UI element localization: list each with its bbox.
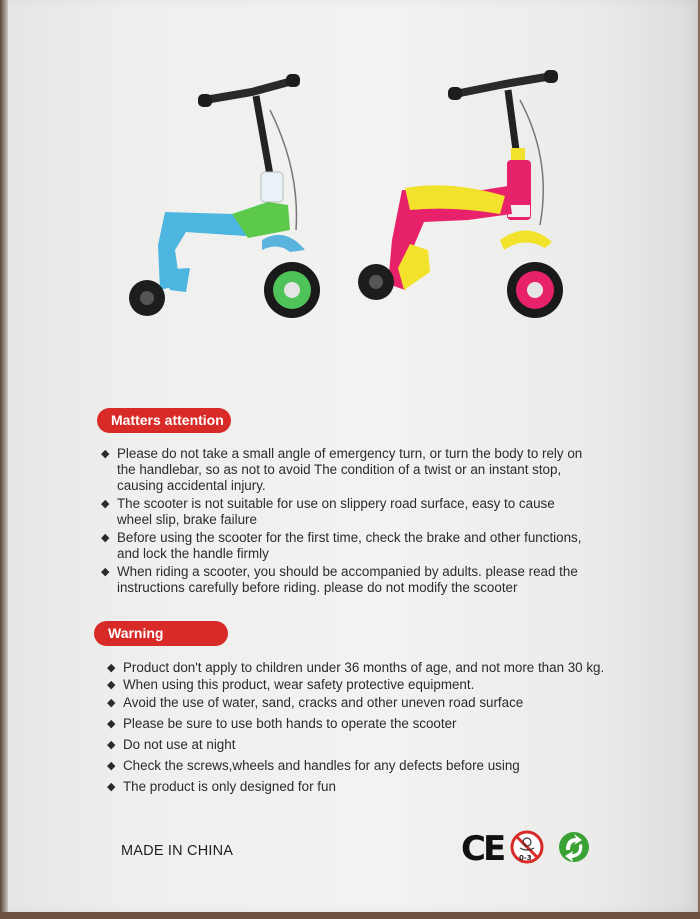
age-warning-icon (512, 832, 542, 862)
scooter-pink-yellow-image (358, 70, 563, 318)
list-item-text: Check the screws,wheels and handles for any defects before using (123, 758, 520, 773)
list-item-text: When using this product, wear safety protective equipment. (123, 677, 475, 692)
matters-attention-list (101, 446, 591, 596)
bullet-icon: ◆ (107, 781, 116, 793)
bullet-icon: ◆ (107, 662, 116, 674)
list-item-text: The scooter is not suitable for use on slippery road surface, easy to cause wheel slip, brake failure (117, 496, 555, 527)
made-in-china-text: MADE IN CHINA (121, 843, 234, 859)
list-item (107, 737, 617, 753)
bullet-icon: ◆ (107, 718, 116, 730)
bullet-icon: ◆ (107, 760, 116, 772)
bullet-icon: ◆ (107, 679, 116, 691)
list-item (107, 779, 617, 795)
list-item-text: Please be sure to use both hands to operate the scooter (123, 716, 457, 731)
ce-mark: CE (461, 829, 504, 869)
bullet-icon: ◆ (101, 448, 110, 460)
list-item-text: Please do not take a small angle of emergency turn, or turn the body to rely on the handlebar, so as not to avoid The condition of a twist or an instant stop, causing accidental injury. (117, 446, 583, 493)
list-item (107, 660, 617, 676)
bullet-icon: ◆ (107, 697, 116, 709)
list-item-text: Do not use at night (123, 737, 236, 752)
recycle-icon (559, 832, 589, 862)
age-warning-label: 0-3 (519, 854, 532, 862)
list-item-text: Before using the scooter for the first time, check the brake and other functions, and lock the handle firmly (117, 530, 582, 561)
list-item (101, 496, 591, 528)
list-item (101, 530, 591, 562)
list-item (107, 716, 617, 732)
list-item (107, 758, 617, 774)
list-item-text: When riding a scooter, you should be accompanied by adults. please read the instructions carefully before riding. please do not modify the scooter (117, 564, 578, 595)
list-item (101, 564, 591, 596)
list-item (101, 446, 591, 494)
scooter-blue-green-image (129, 74, 320, 318)
list-item-text: The product is only designed for fun (123, 779, 336, 794)
list-item (107, 677, 617, 693)
bullet-icon: ◆ (101, 532, 110, 544)
list-item (107, 695, 617, 711)
list-item-text: Avoid the use of water, sand, cracks and other uneven road surface (123, 695, 524, 710)
bullet-icon: ◆ (107, 739, 116, 751)
list-item-text: Product don't apply to children under 36 months of age, and not more than 30 kg. (123, 660, 605, 675)
warning-list (107, 660, 617, 795)
warning-header: Warning (94, 621, 228, 646)
bullet-icon: ◆ (101, 498, 110, 510)
bullet-icon: ◆ (101, 566, 110, 578)
matters-attention-header: Matters attention (97, 408, 231, 433)
